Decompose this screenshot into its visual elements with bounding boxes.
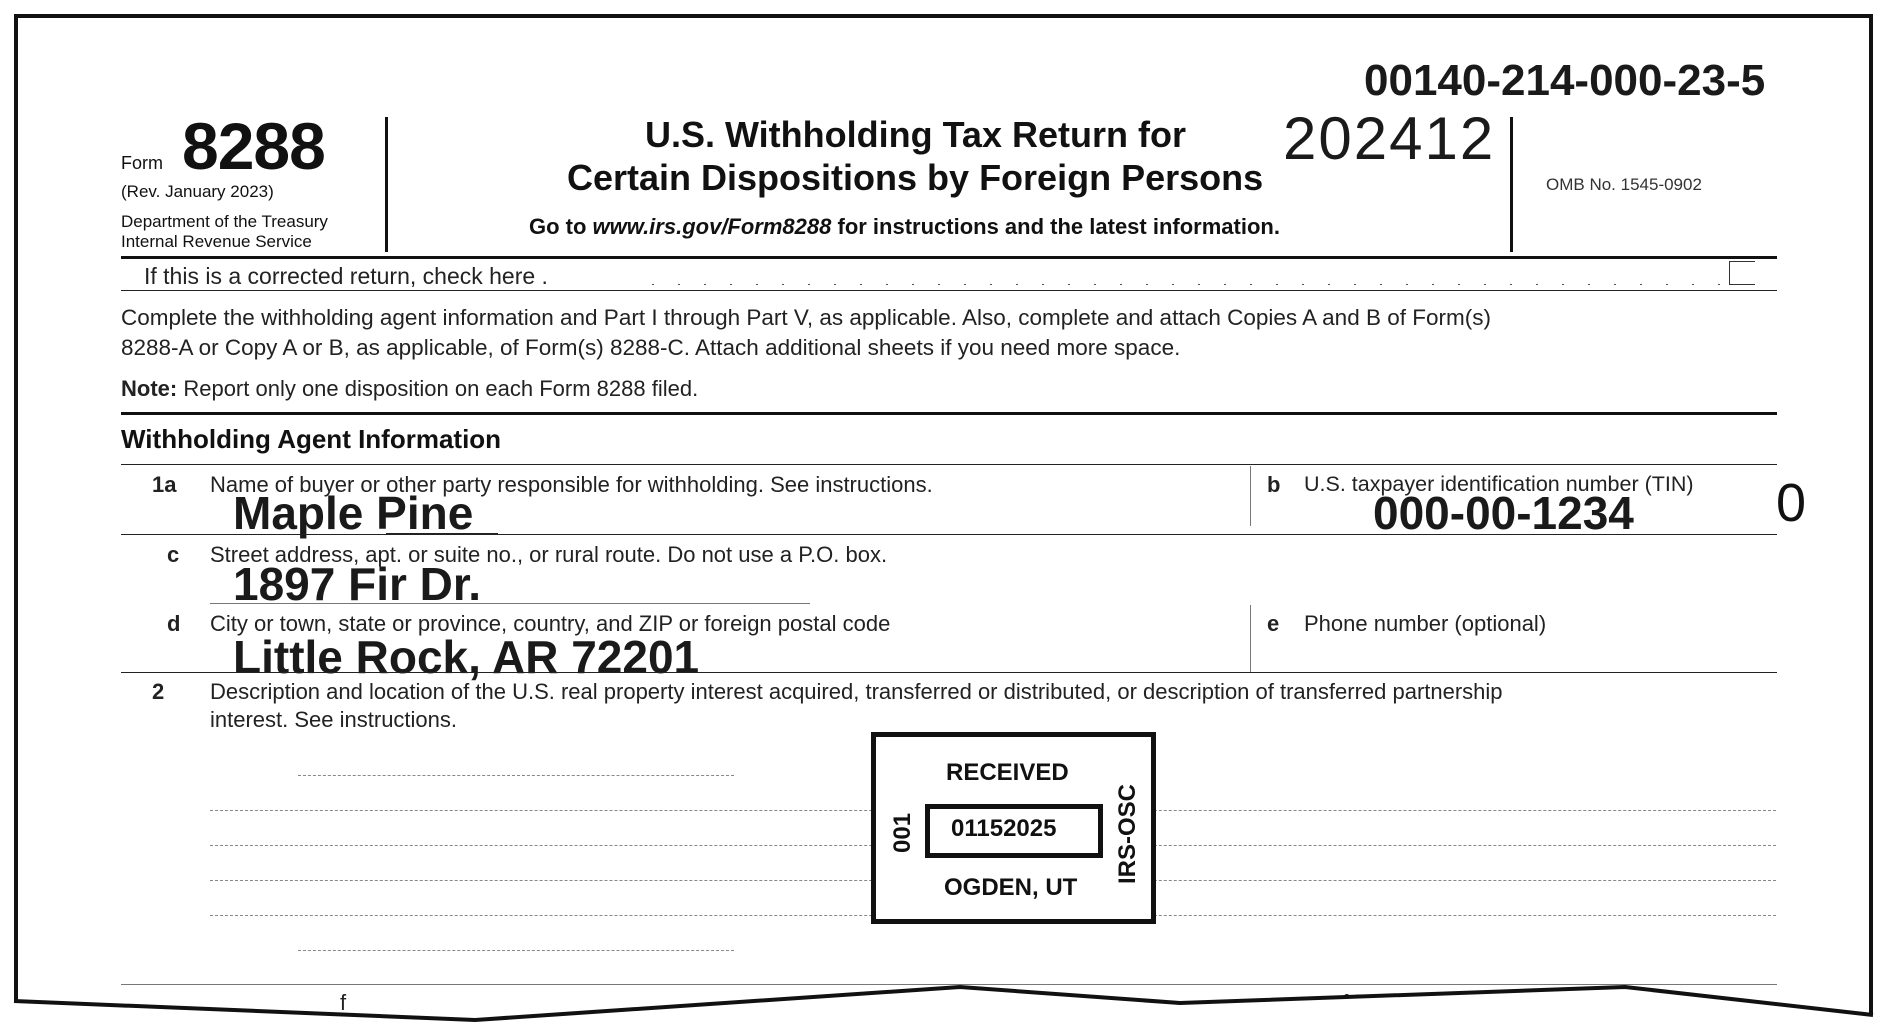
instructions-line2: 8288-A or Copy A or B, as applicable, of Form(s) 8288-C. Attach additional sheets if you need more space. (121, 335, 1181, 360)
irs-url-link[interactable]: www.irs.gov/Form8288 (592, 214, 832, 239)
city-state-zip-value[interactable]: Little Rock, AR 72201 (233, 631, 700, 683)
line-b-label: U.S. taxpayer identification number (TIN) (1304, 472, 1694, 496)
line-2-label-line1: Description and location of the U.S. real property interest acquired, transferred or distributed, or description of transferred partnership (210, 679, 1503, 704)
cutoff-text-left: f (340, 990, 347, 1015)
line-d-number: d (167, 611, 181, 636)
stamp-date: 01152025 (951, 815, 1057, 842)
stamp-location: OGDEN, UT (944, 874, 1078, 901)
dot-leader (640, 283, 1720, 285)
corrected-return-label: If this is a corrected return, check here . (144, 263, 548, 289)
tin-value[interactable]: 000-00-1234 (1373, 487, 1634, 539)
description-line (298, 950, 734, 951)
note-text (121, 376, 698, 402)
stamp-received-label: RECEIVED (946, 759, 1069, 786)
service-name: Internal Revenue Service (121, 232, 312, 251)
row-c-rule (210, 603, 810, 604)
section-bottom-rule (121, 464, 1777, 465)
tax-period: 202412 (1283, 105, 1496, 172)
tin-code-mark: 0 (1776, 473, 1807, 533)
buyer-name-value[interactable]: Maple Pine (233, 487, 474, 539)
form-number: 8288 (182, 109, 325, 183)
form-title-line1: U.S. Withholding Tax Return for (645, 114, 1186, 155)
section-title: Withholding Agent Information (121, 424, 502, 454)
header-divider-right (1510, 117, 1513, 252)
goto-prefix: Go to (529, 214, 593, 239)
line-d-label: City or town, state or province, country, and ZIP or foreign postal code (210, 611, 891, 636)
description-line (298, 775, 734, 776)
form-title-line2: Certain Dispositions by Foreign Persons (567, 157, 1264, 198)
header-bottom-rule (121, 256, 1777, 259)
line-2-label-line2: interest. See instructions. (210, 707, 458, 732)
line-b-number: b (1267, 472, 1281, 497)
line-2-number: 2 (152, 679, 165, 704)
stamp-left-code: 001 (889, 812, 916, 853)
line-1a-label: Name of buyer or other party responsible for withholding. See instructions. (210, 472, 933, 497)
line-1a-divider (1250, 466, 1251, 526)
line-e-number: e (1267, 611, 1280, 636)
row-1a-rule (121, 534, 1777, 535)
torn-edge (0, 975, 1887, 1029)
row-d-rule (121, 672, 1777, 673)
omb-number: OMB No. 1545-0902 (1546, 175, 1702, 194)
form-word: Form (121, 153, 163, 173)
note-body: Report only one disposition on each Form 8288 filed. (177, 376, 699, 401)
goto-instructions (529, 214, 1280, 240)
line-c-number: c (167, 542, 180, 567)
department-name: Department of the Treasury (121, 212, 328, 231)
corrected-row-rule (121, 290, 1777, 291)
document-locator-number: 00140-214-000-23-5 (1364, 56, 1766, 105)
stamp-right-code: IRS-OSC (1114, 783, 1141, 884)
corrected-return-checkbox[interactable] (1729, 261, 1755, 285)
header-divider-left (385, 117, 388, 252)
instructions-line1: Complete the withholding agent information and Part I through Part V, as applicable. Also, complete and attach Copies A and B of Form(s) (121, 305, 1491, 330)
revision-date: (Rev. January 2023) (121, 182, 274, 201)
line-d-divider (1250, 605, 1251, 672)
line-e-label: Phone number (optional) (1304, 611, 1547, 636)
street-address-value[interactable]: 1897 Fir Dr. (233, 558, 482, 610)
goto-suffix: for instructions and the latest information. (831, 214, 1280, 239)
section-top-rule (121, 412, 1777, 415)
note-label: Note: (121, 376, 178, 401)
line-c-label: Street address, apt. or suite no., or rural route. Do not use a P.O. box. (210, 542, 888, 567)
line-1a-number: 1a (152, 472, 177, 497)
